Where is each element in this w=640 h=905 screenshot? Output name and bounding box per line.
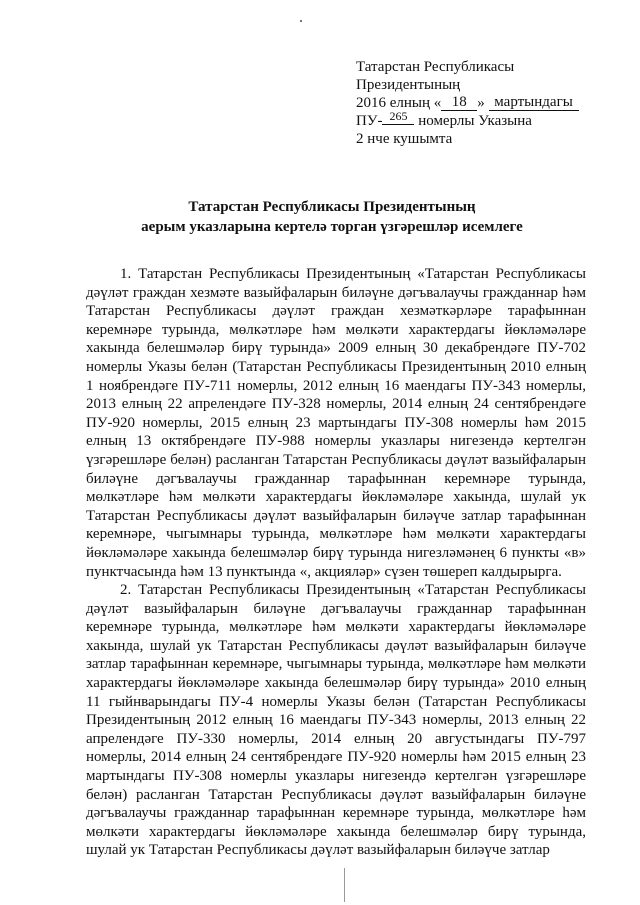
document-body bbox=[86, 265, 586, 860]
document-title bbox=[60, 197, 604, 237]
number-suffix: номерлы Указына bbox=[418, 113, 532, 129]
attachment-line-1: Татарстан Республикасы bbox=[356, 59, 515, 75]
date-quote-close: » bbox=[477, 95, 485, 111]
date-prefix: 2016 елның « bbox=[356, 95, 442, 111]
paragraph-2: 2. Татарстан Республикасы Президентының «Татарстан Республикасы дәүләт вазыйфаларын биләүне дәгъвалаучы гражданнар тарафыннан керемнәре турында, мөлкәтләре һәм мөлкәти характердагы йөкләмәләре хакында, шулай ук Татарстан Республикасы дәүләт вазыйфаларын биләүче затлар тарафыннан керемнәре, чыгымнары турында, мөлкәтләре һәм мөлкәти характердагы йөкләмәләре хакында белешмәләр бирү турында» 2010 елның 11 гыйнварындагы ПУ-4 номерлы Указы белән (Татарстан Республикасы Президентының 2012 елның 16 маендагы ПУ-343 номерлы, 2013 елның 22 апрелендәге ПУ-330 номерлы, 2014 елның 20 августындагы ПУ-797 номерлы, 2014 елның 24 сентябрендәге ПУ-920 номерлы һәм 2015 елның 23 мартындагы ПУ-308 номерлы указлары нигезендә кертелгән үзгәрешләре белән) расланган Татарстан Республикасы дәүләт вазыйфаларын биләүне дәгъвалаучы гражданнар тарафыннан керемнәре турында, мөлкәтләре һәм мөлкәти характердагы йөкләмәләре хакында белешмәләр бирү турында, шулай ук Татарстан Республикасы дәүләт вазыйфаларын биләүче затлар bbox=[86, 582, 586, 859]
date-month: мартындагы bbox=[489, 95, 579, 111]
attachment-reference bbox=[356, 58, 616, 148]
paragraph-1: 1. Татарстан Республикасы Президентының «Татарстан Республикасы дәүләт граждан хезмәте вазыйфаларын биләүне дәгъвалаучы гражданнар һәм Татарстан Республикасы дәүләт граждан хезмәткәрләре тарафыннан керемнәре турында, мөлкәтләре һәм мөлкәти характердагы йөкләмәләре хакында белешмәләр бирү турында» 2009 елның 30 декабрендәге ПУ-702 номерлы Указы белән (Татарстан Республикасы Президентының 2010 елның 1 ноябрендәге ПУ-711 номерлы, 2012 елның 16 маендагы ПУ-343 номерлы, 2013 елның 22 апрелендәге ПУ-328 номерлы, 2014 елның 24 сентябрендәге ПУ-920 номерлы, 2015 елның 23 мартындагы ПУ-308 номерлы һәм 2015 елның 13 октябрендәге ПУ-988 номерлы указлары нигезендә кертелгән үзгәрешләре белән) расланган Татарстан Республикасы дәүләт вазыйфаларын биләүне дәгъвалаучы гражданнар тарафыннан керемнәре турында, мөлкәтләре һәм мөлкәти характердагы йөкләмәләре хакында, шулай ук Татарстан Республикасы дәүләт вазыйфаларын биләүче затлар тарафыннан керемнәре, чыгымнары турында, мөлкәтләре һәм мөлкәти характердагы йөкләмәләре хакында белешмәләр бирү турында нигезләмәнең 6 пункты «в» пунктчасында һәм 13 пунктында «, акцияләр» сүзен төшереп калдырырга. bbox=[86, 266, 586, 580]
attachment-number-line bbox=[356, 109, 616, 130]
scan-dot bbox=[300, 20, 302, 22]
title-line-1: Татарстан Республикасы Президентының bbox=[188, 199, 476, 215]
date-day: 18 bbox=[441, 95, 477, 111]
appendix-number: 2 нче кушымта bbox=[356, 131, 453, 147]
scan-edge-mark bbox=[344, 868, 345, 902]
title-line-2: аерым указларына кертелә торган үзгәрешләр исемлеге bbox=[141, 219, 523, 235]
decree-number: 265 bbox=[382, 109, 414, 125]
attachment-line-2: Президентының bbox=[356, 77, 461, 93]
number-prefix: ПУ- bbox=[356, 113, 383, 129]
